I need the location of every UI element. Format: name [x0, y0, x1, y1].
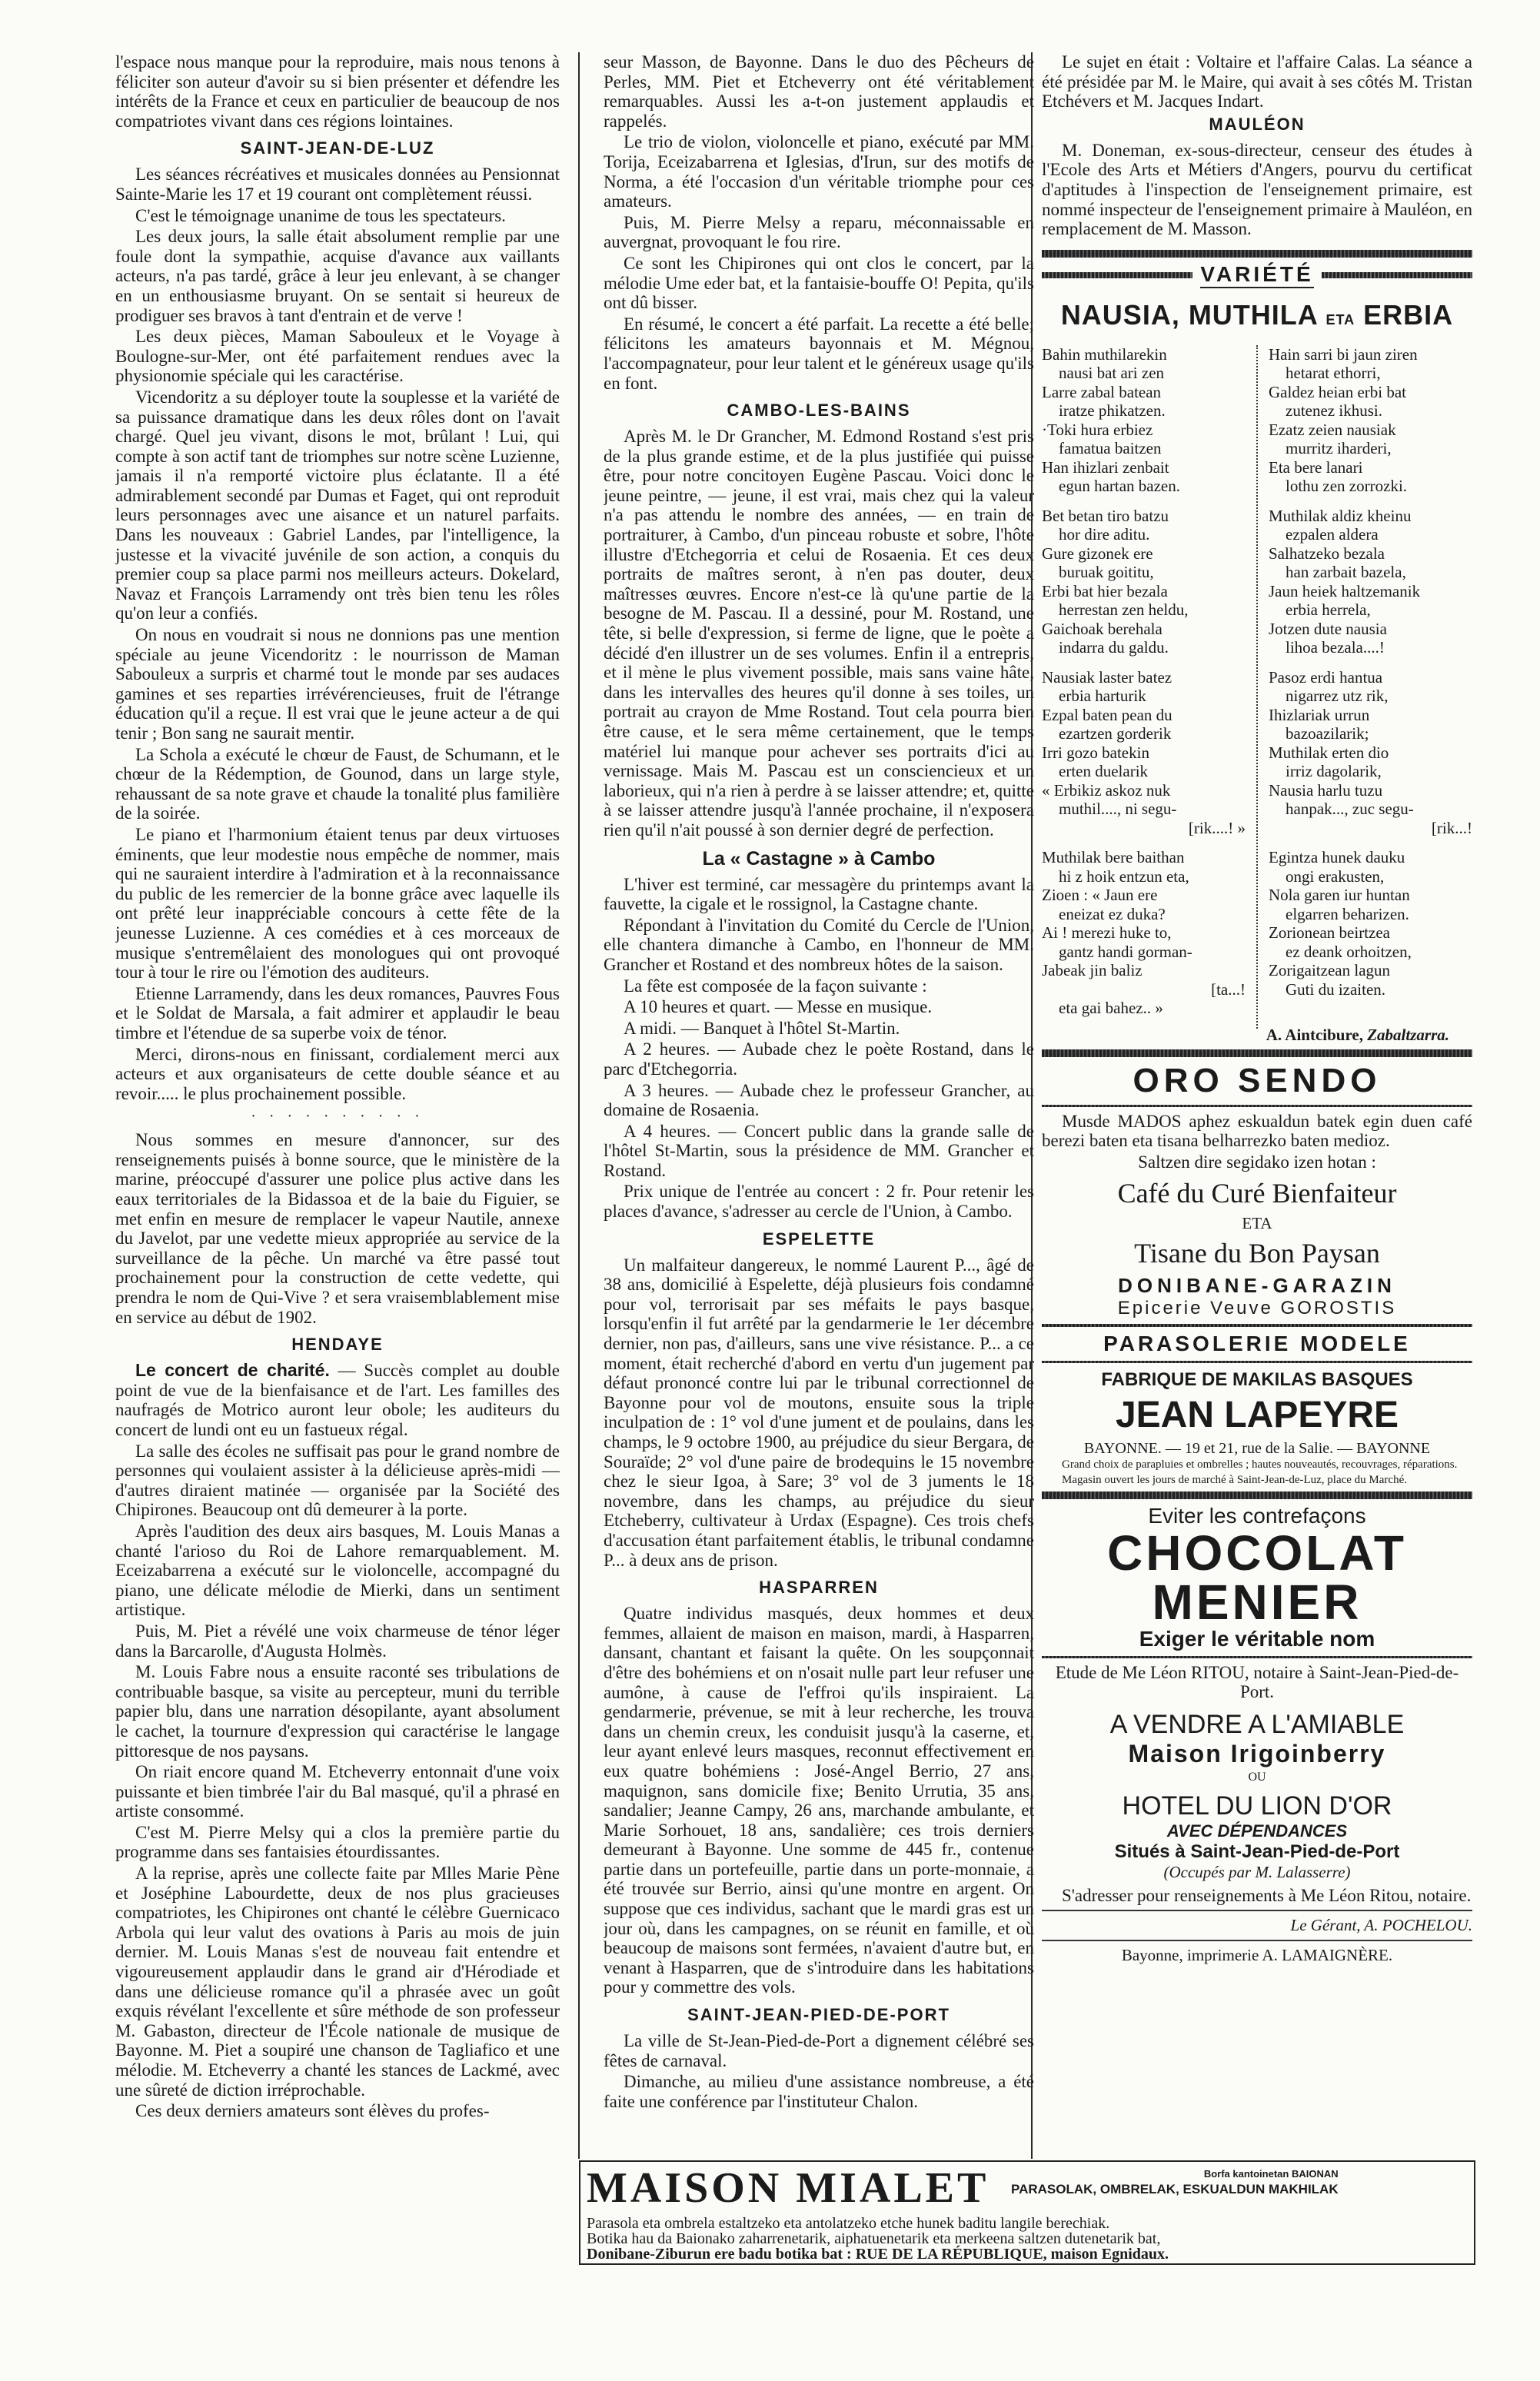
poem-stanza	[1269, 668, 1472, 838]
divider-line	[1042, 1910, 1472, 1911]
poem-line: indarra du galdu.	[1059, 638, 1169, 657]
article-paragraph: A midi. — Banquet à l'hôtel St-Martin.	[624, 1018, 900, 1038]
ad-eta: ETA	[1242, 1213, 1272, 1232]
banner-bar-right	[1322, 272, 1472, 278]
poem-signature-place: Zabaltzarra.	[1367, 1025, 1449, 1044]
article-paragraph: On riait encore quand M. Etcheverry entonnait d'une voix puissante et bien timbrée l'air du Bal masqué, qu'il a phrasé en artiste consommé.	[115, 1762, 560, 1821]
column-1	[115, 52, 560, 2282]
gerant-text: Le Gérant, A. POCHELOU.	[1290, 1916, 1472, 1935]
poem-line: [rik...!	[1431, 818, 1472, 837]
article-paragraph: C'est le témoignage unanime de tous les spectateurs.	[135, 205, 506, 225]
divider-bar	[1042, 250, 1472, 258]
poem-line: ezartzen gorderik	[1059, 724, 1172, 743]
divider-bar	[1042, 1105, 1472, 1107]
poem-line: Nausia harlu tuzu	[1269, 780, 1383, 800]
poem-line: Bet betan tiro batzu	[1042, 506, 1169, 525]
jean-lapeyre-title: JEAN LAPEYRE	[1115, 1394, 1399, 1435]
poem-line: bazoazilarik;	[1286, 724, 1369, 743]
poem-line: muthil...., ni segu-	[1059, 800, 1177, 819]
section-title-hasparren: HASPARREN	[759, 1578, 879, 1598]
poem-line: buruak goititu,	[1059, 563, 1154, 582]
poem-line: murritz iharderi,	[1286, 439, 1392, 458]
exiger-text: Exiger le véritable nom	[1139, 1626, 1375, 1651]
maison-irigoinberry: Maison Irigoinberry	[1128, 1739, 1386, 1767]
concert-heading: Le concert de charité.	[135, 1360, 330, 1381]
divider-bar	[1042, 1491, 1472, 1499]
article-paragraph: M. Louis Fabre nous a ensuite raconté ses tribulations de contribuable basque, sa visite au percepteur, muni du terrible papier blu, dans une narration désopilante, ayant absolument le cachet, la tournure d'expression qui caractérise le langage pittoresque de nos paysans.	[115, 1662, 560, 1761]
poem-line: famatua baitzen	[1059, 439, 1162, 458]
poem-line: Galdez heian erbi bat	[1269, 382, 1406, 401]
article-paragraph: A 10 heures et quart. — Messe en musique.	[624, 997, 933, 1017]
poem-line: « Erbikiz askoz nuk	[1042, 780, 1171, 800]
article-paragraph: seur Masson, de Bayonne. Dans le duo des Pêcheurs de Perles, MM. Piet et Etcheverry ont été véritablement remarquables. Aussi les a-t-on justement applaudis et rappelés.	[604, 52, 1034, 131]
poem-stanza	[1042, 345, 1246, 496]
poem-line: Irri gozo batekin	[1042, 743, 1149, 762]
article-paragraph: La fête est composée de la façon suivante :	[624, 976, 927, 996]
article-paragraph: A la reprise, après une collecte faite par Mlles Marie Pène et Joséphine Labourdette, deux de nos plus gracieuses compatriotes, les Chipirones ont chanté le célèbre Guernicaco Arbola qui leur valut des ovations à Paris au mois de juin dernier. M. Louis Manas s'est de nouveau fait entendre et vigoureusement applaudir dans le grand air d'Hérodiade et dans une délicieuse romance qu'il a phrasée avec un goût exquis révélant l'excellente et sûre méthode de son professeur M. Gabaston, directeur de l'École nationale de musique de Bayonne. M. Piet a soupiré une chanson de Tagliafico et une mélodie. M. Etcheverry a chanté les stances de Lackmé, avec une sûreté de diction irréprochable.	[115, 1864, 560, 2100]
etude-text: Etude de Me Léon RITOU, notaire à Saint-Jean-Pied-de-Port.	[1055, 1662, 1459, 1702]
donibane-garazin: DONIBANE-GARAZIN	[1118, 1273, 1396, 1297]
article-paragraph: Quatre individus masqués, deux hommes et deux femmes, allaient de maison en maison, mardi, à Hasparren, dansant, chantant et faisant la quête. On les soupçonnait d'être des bohémiens et on n'osait nulle part leur refuser une aumône, à cause de l'effroi qu'ils inspiraient. La gendarmerie, prévenue, se mit à leur recherche, les trouva dans un chemin creux, les conduisit jusqu'à la caserne, et, leur ayant enlevé leurs masques, reconnut effectivement en eux quatre bohémiens : José-Angel Berrio, 27 ans, maquignon, sans domicile fixe; Benito Urrutia, 35 ans, sandalier; Jeanne Campy, 26 ans, marchande ambulante, et Marie Sorhouet, 18 ans, sandalière; ces trois derniers demeurant à Bayonne. Une somme de 445 fr., contenue partie dans un portefeuille, partie dans un porte-monnaie, a été trouvée sur Berrio, ainsi qu'une montre en argent. On suppose que ces individus, sachant que le mardi gras est un jour où, dans les campagnes, on se réunit en famille, et où beaucoup de maisons sont fermées, n'avaient d'autre but, en venant à Hasparren, que de s'introduire dans les habitations pour y commettre des vols.	[604, 1604, 1034, 1997]
article-paragraph: Ces deux derniers amateurs sont élèves du profes-	[135, 2101, 490, 2121]
poem-line: Salhatzeko bezala	[1269, 544, 1385, 563]
poem-line: zutenez ikhusi.	[1286, 401, 1382, 421]
mialet-line: Donibane-Ziburun ere badu botika bat : RUE DE LA RÉPUBLIQUE, maison Egnidaux.	[587, 2246, 1169, 2263]
ad-small-text: Grand choix de parapluies et ombrelles ; hautes nouveautés, recouvrages, réparations.	[1062, 1458, 1458, 1471]
poem-title-a: NAUSIA, MUTHILA	[1060, 298, 1318, 331]
poem-line: Bahin muthilarekin	[1042, 344, 1167, 364]
poem-line: hor dire aditu.	[1059, 525, 1150, 544]
article-paragraph: Après l'audition des deux airs basques, M. Louis Manas a chanté l'arioso du Roi de Lahore remarquablement. M. Eceizabarrena a exécuté sur le violoncelle, accompagné du piano, une délicate mélodie de Mierki, dans un sentiment artistique.	[115, 1521, 560, 1620]
poem-line: Nausiak laster batez	[1042, 667, 1172, 687]
poem-line: nigarrez utz rik,	[1286, 687, 1389, 706]
poem-line: ongi erakusten,	[1286, 866, 1385, 886]
ad-paragraph: Musde MADOS aphez eskualdun batek egin duen café berezi baten eta tisana belharrezko baten medioz.	[1042, 1111, 1472, 1151]
poem-line: egun hartan bazen.	[1059, 477, 1181, 496]
poem-line: Jaun heiek haltzemanik	[1269, 581, 1421, 600]
banner-bar-left	[1042, 272, 1192, 278]
article-paragraph: Les séances récréatives et musicales données au Pensionnat Sainte-Marie les 17 et 19 courant ont complètement réussi.	[115, 165, 560, 204]
concert-lead: — Succès complet au double point de vue de la bienfaisance et de l'art. Les familles des naufragés de Motrico auront leur obole; les auditeurs du concert de lundi ont eu un fastueux régal.	[115, 1361, 560, 1439]
eviter-text: Eviter les contrefaçons	[1148, 1503, 1366, 1528]
avec-dependances: AVEC DÉPENDANCES	[1166, 1821, 1348, 1841]
poem-line: Egintza hunek dauku	[1269, 848, 1405, 867]
poem-line: ·Toki hura erbiez	[1042, 420, 1153, 439]
article-paragraph: Ce sont les Chipirones qui ont clos le concert, par la mélodie Ume eder bat, et la fantaisie-bouffe O! Pepita, qu'ils ont dû bisser.	[604, 253, 1034, 313]
mialet-side-line: PARASOLAK, OMBRELAK, ESKUALDUN MAKHILAK	[1011, 2182, 1339, 2196]
poem-line: erbia herrela,	[1286, 600, 1371, 620]
article-paragraph: L'hiver est terminé, car messagère du printemps avant la fauvette, la cigale et le rossignol, la Castagne chante.	[604, 874, 1034, 914]
article-paragraph	[115, 1361, 560, 1439]
poem-line: Zorigaitzean lagun	[1269, 961, 1391, 980]
article-paragraph: On nous en voudrait si nous ne donnions pas une mention spéciale au jeune Vicendoritz : le nourrisson de Maman Sabouleux a surpris et charmé tout le monde par ses audaces gamines et ses reparties irrévérencieuses, fruit de l'étrange éducation qu'il a reçue. Il est vrai que le jeune acteur a de qui tenir ; Bon sang ne saurait mentir.	[115, 625, 560, 743]
section-title-cambo: CAMBO-LES-BAINS	[727, 401, 911, 421]
poem-divider	[1256, 345, 1258, 1029]
poem-line: Jabeak jin baliz	[1042, 961, 1143, 980]
poem-stanza	[1042, 668, 1246, 838]
article-paragraph: C'est M. Pierre Melsy qui a clos la première partie du programme dans ses fantaisies étourdissantes.	[115, 1822, 560, 1862]
poem-line: elgarren beharizen.	[1286, 904, 1409, 923]
poem-line: erten duelarik	[1059, 762, 1149, 781]
poem-line: nausi bat ari zen	[1059, 364, 1165, 383]
hotel-lion-dor: HOTEL DU LION D'OR	[1122, 1791, 1392, 1821]
fabrique-title: FABRIQUE DE MAKILAS BASQUES	[1101, 1368, 1413, 1390]
vendre-title: A VENDRE A L'AMIABLE	[1109, 1709, 1405, 1739]
article-paragraph: Les deux pièces, Maman Sabouleux et le Voyage à Boulogne-sur-Mer, ont été parfaitement rendues avec la physionomie spéciale qui les caractérise.	[115, 327, 560, 386]
poem-stanza	[1269, 848, 1472, 999]
poem-line: Hain sarri bi jaun ziren	[1269, 344, 1418, 364]
poem-line: eta gai bahez.. »	[1059, 999, 1163, 1018]
article-paragraph: A 4 heures. — Concert public dans la grande salle de l'hôtel St-Martin, sous la présidence de MM. Grancher et Rostand.	[604, 1121, 1034, 1180]
poem-line: Zorionean beirtzea	[1269, 923, 1390, 943]
poem-line: [rik....! »	[1188, 818, 1246, 837]
poem-line: Zioen : « Jaun ere	[1042, 886, 1158, 905]
divider-bar	[1042, 1049, 1472, 1057]
poem-stanza	[1269, 345, 1472, 496]
article-paragraph: Merci, dirons-nous en finissant, cordialement merci aux acteurs et aux organisateurs de cette double séance et au revoir..... le plus prochainement possible.	[115, 1044, 560, 1103]
poem-stanza	[1269, 507, 1472, 657]
mialet-line: Parasola eta ombrela estaltzeko eta antolatzeko etche hunek baditu langile berechiak.	[587, 2215, 1110, 2232]
poem-line: Ezatz zeien nausiak	[1269, 420, 1396, 439]
mialet-title: MAISON MIALET	[587, 2164, 990, 2212]
article-paragraph: Le piano et l'harmonium étaient tenus par deux virtuoses éminents, que leur modestie nous empêche de nommer, mais qui ne sauraient interdire à l'admiration et à la reconnaissance du public de les remercier de la bonne grâce avec laquelle ils ont prêté leur inappréciable concours à cette fête de la jeunesse Luzienne. A ces comédies et à ces morceaux de musique s'entremêlaient des monologues qui ont provoqué tour à tour le rire ou l'émotion des auditeurs.	[115, 824, 560, 983]
article-paragraph: Dimanche, au milieu d'une assistance nombreuse, a été faite une conférence par l'instituteur Chalon.	[604, 2072, 1034, 2111]
variete-title: VARIÉTÉ	[1200, 262, 1313, 288]
adresser-text: S'adresser pour renseignements à Me Léon Ritou, notaire.	[1062, 1885, 1472, 1905]
mialet-side-text	[1011, 2167, 1339, 2197]
divider-bar	[1042, 1361, 1472, 1363]
column-3	[1042, 52, 1472, 2182]
poem-line: erbia harturik	[1059, 687, 1146, 706]
mialet-line: Botika hau da Baionako zaharrenetarik, aiphatuenetarik eta merkeena saltzen dutenetarik bat,	[587, 2230, 1161, 2247]
cafe-title: Café du Curé Bienfaiteur	[1117, 1177, 1397, 1209]
divider-bar	[1042, 1656, 1472, 1658]
chocolat-title: CHOCOLAT	[1107, 1525, 1407, 1581]
poem-left-column	[1042, 345, 1246, 1029]
poem-right-column	[1269, 345, 1472, 1029]
article-paragraph: Les deux jours, la salle était absolument remplie par une foule dont la sympathie, acquise d'avance aux vaillants acteurs, n'a pas tardé, grâce à leur jeu enlevant, à se changer en un enthousiasme bruyant. On se sentait si heureux de prodiguer ses bravos à tant d'entrain et de verve !	[115, 227, 560, 325]
article-paragraph: Nous sommes en mesure d'annoncer, sur des renseignements puisés à bonne source, que le ministère de la marine, préoccupé d'assurer une police plus active dans les eaux territoriales de la Bidassoa et de la baie du Figuier, se met enfin en mesure de remplacer le vapeur Nautile, annexe du Javelot, par une vedette mieux appropriée au service de la surveillance de la pêche. Un marché va être passé tout prochainement pour la construction de cette vedette, qui prendra le nom de Qui-Vive ? et sera vraisemblablement mise en service au début de 1902.	[115, 1130, 560, 1327]
occupes-text: (Occupés par M. Lalasserre)	[1163, 1862, 1351, 1881]
epicerie: Epicerie Veuve GOROSTIS	[1117, 1297, 1397, 1319]
mialet-side-line: Borfa kantoinetan BAIONAN	[1203, 2168, 1339, 2180]
section-title-saint-jean-de-luz: SAINT-JEAN-DE-LUZ	[240, 138, 435, 158]
dotted-separator: · · · · · · · · · ·	[251, 1108, 424, 1126]
section-title-saint-jean-pied-de-port: SAINT-JEAN-PIED-DE-PORT	[687, 2005, 950, 2025]
poem-line: Pasoz erdi hantua	[1269, 667, 1383, 687]
poem-line: Gaichoak berehala	[1042, 619, 1162, 638]
article-paragraph: Vicendoritz a su déployer toute la souplesse et la variété de sa puissance dramatique dans les deux rôles dont on l'avait chargé. Quel jeu vivant, disons le mot, brûlant ! Lui, qui compte à son actif tant de triomphes sur notre scène Luzienne, jamais il n'a remporté victoire plus éclatante. Il a été admirablement secondé par Dumas et Faget, qui ont reproduit leurs personnages avec une aisance et un naturel parfaits. Dans les nouveaux : Gabriel Landes, par l'intelligence, la justesse et la vivacité juvénile de son action, a conquis du premier coup sa place parmi nos meilleurs acteurs. Dokelard, Navaz et François Larramendy ont très bien tenu les rôles qu'on leur a confiés.	[115, 387, 560, 624]
poem-line: Muthilak erten dio	[1269, 743, 1389, 762]
article-paragraph: Le sujet en était : Voltaire et l'affaire Calas. La séance a été présidée par M. le Maire, qui avait à ses côtés M. Tristan Etchévers et M. Jacques Indart.	[1042, 52, 1472, 111]
article-paragraph: Prix unique de l'entrée au concert : 2 fr. Pour retenir les places d'avance, s'adresser au cercle de l'Union, à Cambo.	[604, 1182, 1034, 1222]
poem-line: Muthilak aldiz kheinu	[1269, 506, 1412, 525]
poem-line: Guti du izaiten.	[1286, 979, 1386, 999]
article-paragraph: M. Doneman, ex-sous-directeur, censeur des études à l'Ecole des Arts et Métiers d'Angers, pourvu du certificat d'aptitudes à l'inspection de l'enseignement primaire, est nommé inspecteur de l'enseignement primaire à Mauléon, en remplacement de M. Masson.	[1042, 140, 1472, 239]
poem-line: Muthilak bere baithan	[1042, 848, 1185, 867]
article-paragraph: Après M. le Dr Grancher, M. Edmond Rostand s'est pris de la plus grande estime, et de la plus justifiée qui puisse être, pour notre concitoyen Eugène Pascau. Voici donc le jeune peintre, — jeune, il est vrai, mais chez qui la valeur n'a pas attendu le nombre des années, — en train de portraiturer, à Cambo, d'un pinceau robuste et sobre, l'hôte illustre d'Etchegorria et celui de Rosaenia. Et ces deux portraits de maîtres seront, à n'en pas douter, deux maîtresses œuvres. Encore n'est-ce là qu'une partie de la besogne de M. Pascau. Il a dessiné, pour M. Rostand, une tête, si belle d'expression, si ferme de ligne, que le poète a décidé d'en illustrer un de ses volumes. Enfin il a entrepris, et il mène le plus vivement possible, mais sans vaine hâte, dans les intervalles des heures qu'il donne à ses toiles, un portrait au crayon de Mme Rostand. Tout cela pourra bien être cause, et le sera même certainement, que le temps matériel lui manque pour achever ses portraits d'ici au vernissage. Mais M. Pascau est un consciencieux et un laborieux, qui n'a rien à perdre à se laisser attendre; et, quitte à se laisser attendre jusqu'à l'année prochaine, il n'exposera rien qu'il n'ait poussé à son dernier degré de perfection.	[604, 427, 1034, 840]
column-2	[604, 52, 1034, 2182]
poem-line: Ezpal baten pean du	[1042, 705, 1172, 724]
poem-line: Ihizlariak urrun	[1269, 705, 1370, 724]
divider-bar	[1042, 1324, 1472, 1327]
poem-line: eneizat ez duka?	[1059, 904, 1166, 923]
article-paragraph: Un malfaiteur dangereux, le nommé Laurent P..., âgé de 38 ans, domicilié à Espelette, déjà plusieurs fois condamné pour vol, terrorisait par ses méfaits le pays basque, lorsqu'enfin il fut arrêté par la gendarmerie le 1er décembre dernier, non pas, d'ailleurs, sans une vive résistance. P... a ce moment, était recherché d'abord en vertu d'un jugement par défaut prononcé contre lui par le tribunal correctionnel de Bayonne pour vol de moutons, ensuite sous la triple inculpation de : 1° vol d'une jument et de poulains, dans les champs, le 9 octobre 1900, au préjudice du sieur Bergara, de Souraïde; 2° vol d'une paire de brodequins le 15 novembre chez le sieur Igoa, à Sare; 3° vol de 3 juments le 18 novembre, dans les champs, au préjudice du sieur Etcheberry, cultivateur à Urdax (Espagne). Ces trois chefs d'accusation étant parfaitement établis, le tribunal condamne P... à deux ans de prison.	[604, 1255, 1034, 1570]
article-paragraph: La salle des écoles ne suffisait pas pour le grand nombre de personnes qui voulaient assister à la délicieuse après-midi — d'autres diraient matinée — organisée par la Société des Chipirones. Beaucoup ont dû demeurer à la porte.	[115, 1441, 560, 1520]
poem-line: hanpak..., zuc segu-	[1286, 800, 1414, 819]
poem-line: [ta...!	[1211, 979, 1246, 999]
poem-signature-name: A. Aintcibure,	[1266, 1025, 1363, 1044]
poem-line: irriz dagolarik,	[1286, 762, 1382, 781]
poem-line: Han ihizlari zenbait	[1042, 457, 1169, 477]
variete-banner	[1042, 262, 1472, 288]
poem-line: Jotzen dute nausia	[1269, 619, 1387, 638]
poem-title-b: ERBIA	[1363, 298, 1454, 331]
article-paragraph: A 2 heures. — Aubade chez le poète Rostand, dans le parc d'Etchegorria.	[604, 1039, 1034, 1079]
section-title-hendaye: HENDAYE	[291, 1335, 384, 1355]
section-title-mauleon: MAULÉON	[1209, 114, 1306, 134]
article-paragraph: A 3 heures. — Aubade chez le professeur Grancher, au domaine de Rosaenia.	[604, 1080, 1034, 1120]
article-paragraph: Puis, M. Pierre Melsy a reparu, méconnaissable en auvergnat, provoquant le fou rire.	[604, 212, 1034, 252]
poem-line: Eta bere lanari	[1269, 457, 1363, 477]
poem-stanza	[1042, 848, 1246, 1018]
situes-text: Situés à Saint-Jean-Pied-de-Port	[1114, 1841, 1400, 1862]
imprimerie-text: Bayonne, imprimerie A. LAMAIGNÈRE.	[1121, 1946, 1393, 1965]
menier-title: MENIER	[1152, 1574, 1362, 1630]
column-rule-1	[578, 52, 580, 2159]
article-paragraph: La Schola a exécuté le chœur de Faust, de Schumann, et le chœur de la Rédemption, de Gounod, dans un large style, rehaussant de sa note grave et chaude la tonalité plus familière de la soirée.	[115, 744, 560, 823]
poem-line: iratze phikatzen.	[1059, 401, 1166, 421]
ad-paragraph: Saltzen dire segidako izen hotan :	[1138, 1152, 1376, 1172]
poem-line: herrestan zen heldu,	[1059, 600, 1189, 620]
poem-line: Nola garen iur huntan	[1269, 886, 1410, 905]
poem-line: Larre zabal batean	[1042, 382, 1162, 401]
oro-sendo-title: ORO SENDO	[1133, 1061, 1382, 1099]
ad-small-text: Magasin ouvert les jours de marché à Saint-Jean-de-Luz, place du Marché.	[1062, 1473, 1407, 1486]
article-paragraph: En résumé, le concert a été parfait. La recette a été belle; félicitons les amateurs bayonnais et M. Mégnou, l'accompagnateur, pour leur talent et le généreux usage qu'ils en font.	[604, 314, 1034, 393]
tisane-title: Tisane du Bon Paysan	[1134, 1237, 1380, 1269]
article-paragraph: Répondant à l'invitation du Comité du Cercle de l'Union, elle chantera dimanche à Cambo, en l'honneur de MM. Grancher et Rostand et des nombreux hôtes de la saison.	[604, 915, 1034, 974]
poem-title-eta: ETA	[1325, 311, 1355, 328]
poem-line: hi z hoik entzun eta,	[1059, 866, 1189, 886]
divider-line	[1042, 1940, 1472, 1941]
lapeyre-address: BAYONNE. — 19 et 21, rue de la Salie. — BAYONNE	[1083, 1439, 1431, 1457]
poem-line: ezpalen aldera	[1286, 525, 1379, 544]
mialet-body	[587, 2216, 1169, 2262]
section-title-espelette: ESPELETTE	[762, 1229, 876, 1249]
poem-line: han zarbait bazela,	[1286, 563, 1406, 582]
article-paragraph: La ville de St-Jean-Pied-de-Port a dignement célébré ses fêtes de carnaval.	[604, 2031, 1034, 2070]
ad-ou: OU	[1248, 1770, 1266, 1784]
intro-paragraph: l'espace nous manque pour la reproduire, mais nous tenons à féliciter son auteur d'avoir su si bien présenter et défendre les intérêts de la France et ceux en particulier de beaucoup de nos compatriotes vivant dans ces régions lointaines.	[115, 52, 560, 131]
article-paragraph: Le trio de violon, violoncelle et piano, exécuté par MM. Torija, Eceizabarrena et Iglesias, d'Irun, sur des motifs de Norma, a été l'occasion d'un véritable triomphe pour ces amateurs.	[604, 132, 1034, 211]
poem-line: Gure gizonek ere	[1042, 544, 1153, 563]
poem-line: gantz handi gorman-	[1059, 942, 1192, 961]
poem-title	[1042, 299, 1472, 331]
poem-line: lothu zen zorrozki.	[1286, 477, 1408, 496]
mialet-advertisement	[579, 2160, 1475, 2265]
poem	[1042, 345, 1472, 1029]
parasolerie-title: PARASOLERIE MODELE	[1103, 1331, 1411, 1355]
poem-line: Erbi bat hier bezala	[1042, 581, 1168, 600]
poem-line: lihoa bezala....!	[1286, 638, 1385, 657]
article-paragraph: Puis, M. Piet a révélé une voix charmeuse de ténor léger dans la Barcarolle, d'Augusta Holmès.	[115, 1621, 560, 1661]
poem-stanza	[1042, 507, 1246, 657]
poem-line: Ai ! merezi huke to,	[1042, 923, 1172, 943]
section-title-castagne: La « Castagne » à Cambo	[702, 847, 936, 870]
poem-line: ez deank orhoitzen,	[1286, 942, 1412, 961]
poem-line: hetarat ethorri,	[1286, 364, 1381, 383]
article-paragraph: Etienne Larramendy, dans les deux romances, Pauvres Fous et le Soldat de Marsala, a fait admirer et applaudir le beau timbre et l'étendue de sa superbe voix de ténor.	[115, 983, 560, 1043]
